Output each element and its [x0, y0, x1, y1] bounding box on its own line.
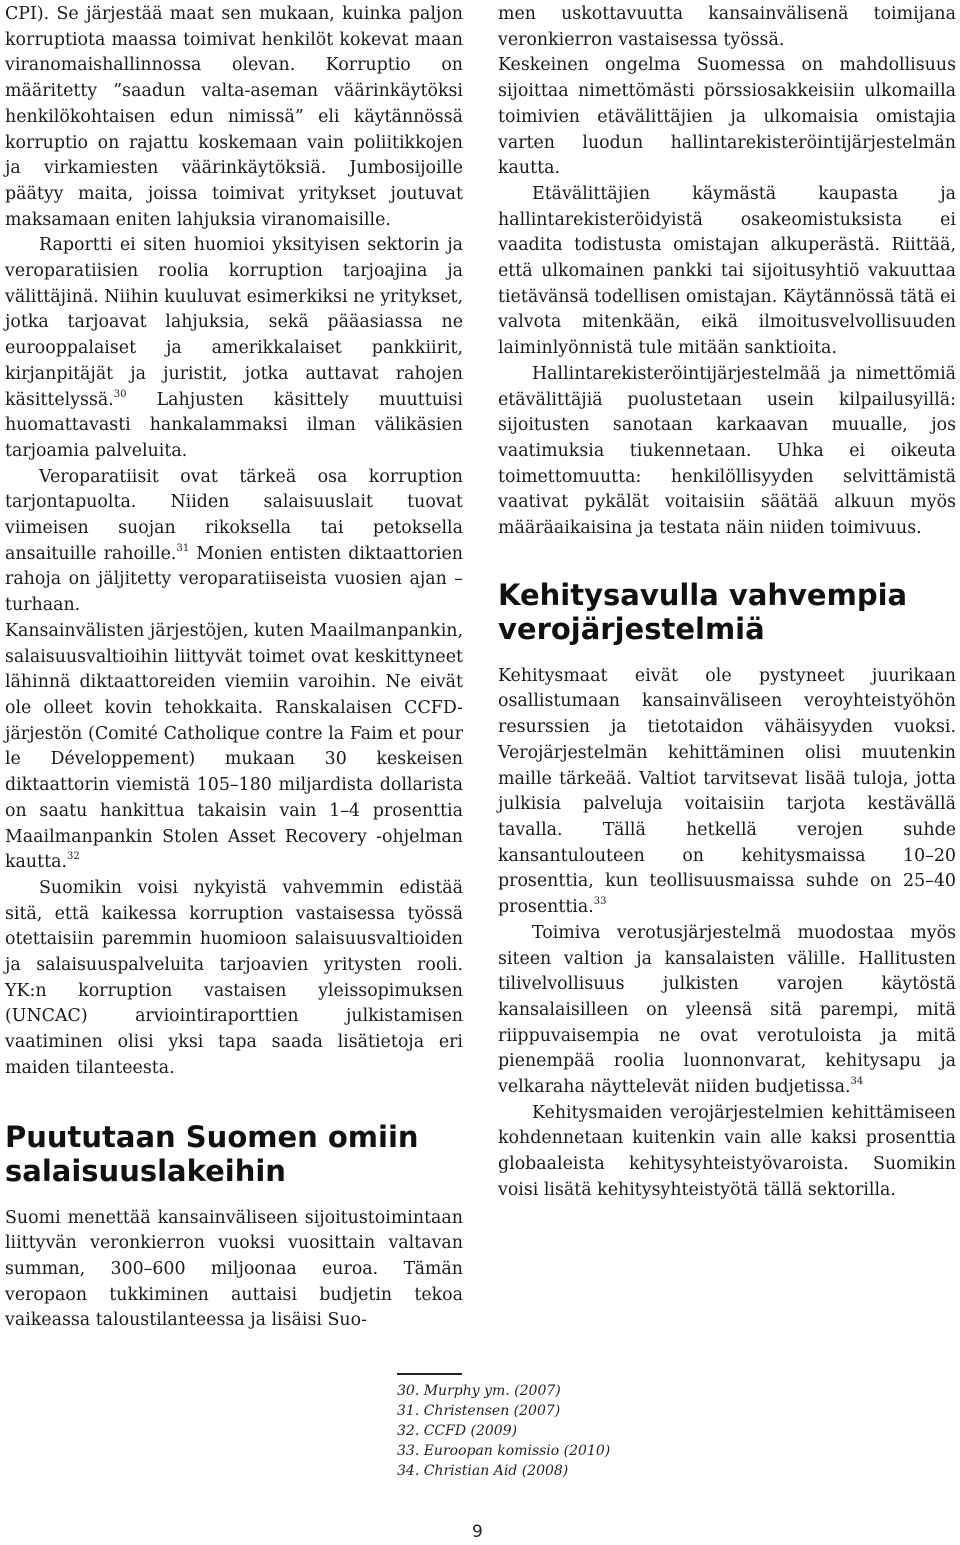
paragraph-key-problem: Keskeinen ongelma Suomessa on mahdollisuus sijoittaa nimettömästi pörssiosakkeisiin ulkomailla toimivien etävälittäjien ja ulkomaisia omistajia varten luodun hallintarekisteröintijärjestelmän kautta.	[498, 55, 956, 179]
footnotes	[397, 1381, 697, 1481]
paragraph-text: Monien entisten diktaattorien rahoja on jäljitetty veroparatiiseista vuosien ajan – turhaan.	[5, 543, 463, 616]
paragraph-tax-havens	[5, 465, 463, 619]
footnote-ref: 31	[176, 542, 190, 554]
section-heading: Puututaan Suomen omiin salaisuuslakeihin	[5, 1119, 419, 1188]
footnote: 33. Euroopan komissio (2010)	[397, 1443, 611, 1459]
footnote-ref: 30	[113, 388, 127, 400]
right-column	[498, 2, 956, 1204]
footnote-ref: 33	[593, 896, 607, 908]
paragraph-credibility: men uskottavuutta kansainvälisenä toimijana veronkierron vastaisessa työssä.	[498, 4, 956, 50]
paragraph-text: Kehitysmaat eivät ole pystyneet juurikaan osallistumaan kansainväliseen veroyhteistyöhön resurssien ja tietotaidon vähäisyyden vuoksi. Verojärjestelmän kehittäminen olisi muutenkin maille tärkeää. Valtiot tarvitsevat lisää tuloja, jotta julkisia palveluja voitaisiin tarjota kestävällä tavalla. Tällä hetkellä verojen suhde kansantulouteen on kehitysmaissa 10–20 prosenttia, kun teollisuusmaissa suhde on 25–40 prosenttia.	[498, 665, 956, 918]
paragraph-finland-role: Suomikin voisi nykyistä vahvemmin edistää sitä, että kaikessa korruption vastaisessa työssä otettaisiin paremmin huomioon salaisuusvaltioiden ja salaisuuspalveluita tarjoavien yritysten rooli. YK:n korruption vastaisen yleissopimuksen (UNCAC) arviointiraporttien julkistamisen vaatiminen olisi yksi tapa saada lisätietoja eri maiden tilanteesta.	[5, 877, 463, 1078]
paragraph-text: Raportti ei siten huomioi yksityisen sektorin ja veroparatiisien roolia korruption tarjoajina ja välittäjinä. Niihin kuuluvat esimerkiksi ne yritykset, jotka tarjoavat lahjuksia, sekä pääasiassa ne eurooppalaiset ja amerikkalaiset pankkiirit, kirjanpitäjät ja juristit, jotka auttavat rahojen käsittelyssä.	[5, 235, 463, 410]
paragraph-text: Toimiva verotusjärjestelmä muodostaa myös siteen valtion ja kansalaisten välille. Hallitusten tilivelvollisuus julkisten varojen käytöstä kansalaisilleen on yleensä sitä parempi, mitä riippuvaisempia ne ovat verotuloista ja mitä pienempää roolia luonnonvarat, kehitysapu ja velkaraha näyttelevät niiden budjetissa.	[498, 922, 956, 1098]
paragraph-private-sector	[5, 233, 463, 464]
footnote: 30. Murphy ym. (2007)	[397, 1383, 561, 1399]
footnote-divider	[397, 1373, 462, 1375]
footnote: 32. CCFD (2009)	[397, 1423, 518, 1439]
footnote: 34. Christian Aid (2008)	[397, 1463, 569, 1479]
paragraph-developing-countries	[498, 664, 956, 921]
paragraph-text: Veroparatiisit ovat tärkeä osa korruption tarjontapuolta. Niiden salaisuuslait tuovat viimeisen suojan rikoksella tai petoksella ansaituille rahoille.	[5, 466, 463, 564]
paragraph-cpi: CPI). Se järjestää maat sen mukaan, kuinka paljon korruptiota maassa toimivat henkilöt kokevat maan viranomaishallinnossa olevan. Korruptio on määritetty ”saadun valta-aseman väärinkäytöksi henkilökohtaisen edun nimissä” eli käytännössä korruptio on rajattu koskemaan vain poliitikkojen ja virkamiesten väärinkäytöksiä. Jumbosijoille päätyy maita, joissa toimivat yritykset joutuvat maksamaan eniten lahjuksia viranomaisille.	[5, 4, 463, 230]
paragraph-text: Lahjusten käsittely muuttuisi huomattavasti hankalammaksi ilman välikäsien tarjoamia palveluita.	[5, 389, 463, 461]
section-heading: Kehitysavulla vahvempia verojärjestelmiä	[498, 577, 908, 646]
paragraph-brokers: Etävälittäjien käymästä kaupasta ja hallintarekisteröidyistä osakeomistuksista ei vaadita todistusta omistajan alkuperästä. Riittää, että ulkomainen pankki tai sijoitusyhtiö vakuuttaa tietävänsä todellisen omistajan. Käytännössä tätä ei valvota mitenkään, eikä ilmoitusvelvollisuuden laiminlyönnistä tule mitään sanktioita.	[498, 183, 956, 359]
paragraph-finland-loss: Suomi menettää kansainväliseen sijoitustoimintaan liittyvän veronkierron vuoksi vuosittain valtavan summan, 300–600 miljoonaa euroa. Tämän veropaon tukkiminen auttaisi budjetin tekoa vaikeassa taloustilanteessa ja lisäisi Suo-	[5, 1207, 463, 1331]
footnote-ref: 34	[850, 1076, 864, 1088]
paragraph-world-bank	[5, 619, 463, 876]
page-number: 9	[472, 1522, 483, 1542]
footnote-ref: 32	[66, 851, 80, 863]
left-column	[5, 2, 463, 1334]
paragraph-text: Kansainvälisten järjestöjen, kuten Maailmanpankin, salaisuusvaltioihin liittyvät toimet ovat keskittyneet lähinnä diktaattoreiden viemiin varoihin. Ne eivät ole olleet kovin tehokkaita. Ranskalaisen CCFD-järjestön (Comité Catholique contre la Faim et pour le Développement) mukaan 30 keskeisen diktaattorin viemistä 105–180 miljardista dollarista on saatu hankittua takaisin vain 1–4 prosenttia Maailmanpankin Stolen Asset Recovery -ohjelman kautta.	[5, 620, 463, 873]
paragraph-tax-system	[498, 921, 956, 1101]
footnote: 31. Christensen (2007)	[397, 1403, 561, 1419]
paragraph-nominee-system: Hallintarekisteröintijärjestelmää ja nimettömiä etävälittäjiä puolustetaan usein kilpailusyillä: sijoitusten sanotaan karkaavan muualle, jos vaatimuksia tiukennetaan. Uhka ei oikeuta toimettomuutta: henkilöllisyyden selvittämistä vaativat pykälät voitaisiin säätää alkuun myös määräaikaisina ja testata näin niiden toimivuus.	[498, 363, 956, 539]
paragraph-development-aid: Kehitysmaiden verojärjestelmien kehittämiseen kohdennetaan kuitenkin vain alle kaksi prosenttia globaaleista kehitysyhteistyövaroista. Suomikin voisi lisätä kehitysyhteistyötä tällä sektorilla.	[498, 1102, 956, 1200]
